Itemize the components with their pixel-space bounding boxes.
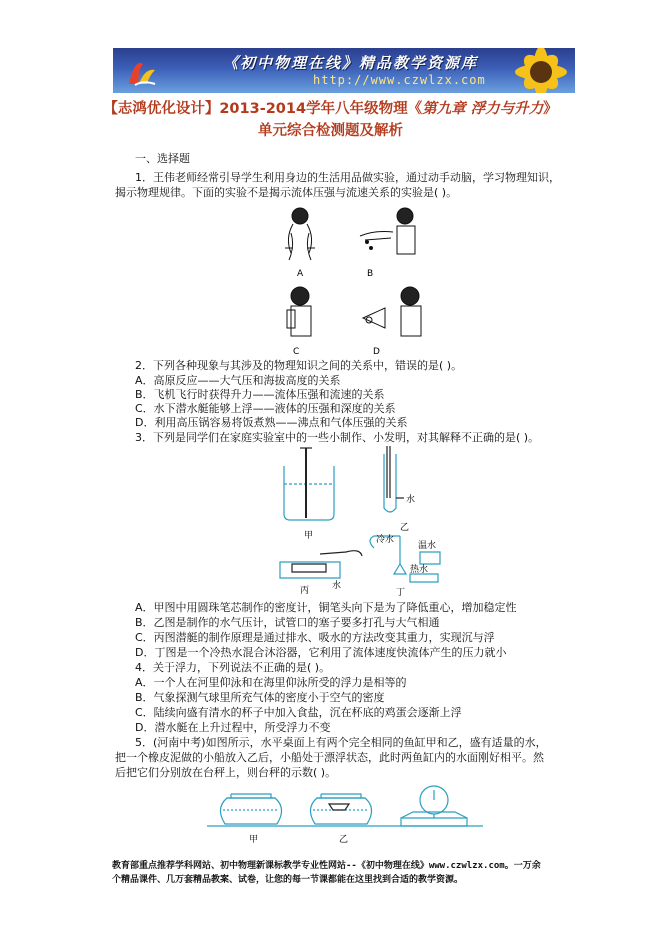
site-banner [113,48,575,93]
site-logo-icon [125,54,159,88]
q2-option-b: B．飞机飞行时获得升力——流体压强和流速的关系 [135,388,385,401]
q4-option-a: A．一个人在河里仰泳和在海里仰泳所受的浮力是相等的 [135,676,407,689]
q3-label-ding: 丁 [396,588,406,598]
q4-option-d: D．潜水艇在上升过程中，所受浮力不变 [135,721,331,734]
q3-label-cold-water: 冷水 [376,535,395,545]
q2-stem: 2．下列各种现象与其涉及的物理知识之间的关系中，错误的是( )。 [135,359,463,372]
q5-stem-line3: 后把它们分别放在台秤上，则台秤的示数( )。 [115,766,337,779]
q3-option-b: B．乙图是制作的水气压计，试管口的塞子要多打孔与大气相通 [135,616,440,629]
q1-figure-c [287,287,311,336]
q1-label-d: D [373,347,380,357]
q5-stem-line2: 把一个橡皮泥做的小船放入乙后，小船处于漂浮状态，此时两鱼缸内的水面刚好相平。然 [115,751,544,764]
footer-line1: 教育部重点推荐学科网站、初中物理新课标教学专业性网站--《初中物理在线》www.czwlzx.com。一万余 [112,861,541,871]
q3-label-water2: 水 [332,581,342,591]
q5-label-yi: 乙 [339,835,349,845]
document-subtitle: 单元综合检测题及解析 [258,123,403,139]
q5-label-jia: 甲 [249,835,259,845]
q2-option-d: D．利用高压锅容易将饭煮熟——沸点和气体压强的关系 [135,416,408,429]
q1-label-b: B [367,269,374,279]
section-heading: 一、选择题 [135,152,190,165]
q4-option-b: B．气象探测气球里所充气体的密度小于空气的密度 [135,691,385,704]
sunflower-icon [511,48,571,93]
banner-url[interactable]: http://www.czwlzx.com [313,73,486,87]
q4-option-c: C．陆续向盛有清水的杯子中加入食盐，沉在杯底的鸡蛋会逐渐上浮 [135,706,462,719]
q3-label-warm-water: 温水 [418,541,437,551]
document-title: 【志鸿优化设计】2013-2014学年八年级物理《第九章 浮力与升力》 [103,101,558,117]
q5-stem-line1: 5．(河南中考)如图所示，水平桌面上有两个完全相同的鱼缸甲和乙，盛有适量的水， [135,736,547,749]
q3-option-a: A．甲图中用圆珠笔芯制作的密度计，铜笔头向下是为了降低重心，增加稳定性 [135,601,517,614]
q3-label-yi: 乙 [400,523,410,533]
q2-option-a: A．高原反应——大气压和海拔高度的关系 [135,374,341,387]
q1-label-a: A [297,269,304,279]
q3-option-c: C．丙图潜艇的制作原理是通过排水、吸水的方法改变其重力，实现沉与浮 [135,631,495,644]
q1-stem-line1: 1．王伟老师经常引导学生利用身边的生活用品做实验，通过动手动脑，学习物理知识， [135,171,560,184]
q2-option-c: C．水下潜水艇能够上浮——液体的压强和深度的关系 [135,402,396,415]
q3-label-bing: 丙 [300,586,310,596]
q3-option-d: D．丁图是一个冷热水混合沐浴器，它利用了流体速度快流体产生的压力就小 [135,646,507,659]
q3-label-water: 水 [406,495,416,505]
q1-figure-b [360,208,415,254]
q1-figure-d [363,287,421,336]
banner-title: 《初中物理在线》精品教学资源库 [223,54,479,72]
q3-stem: 3．下列是同学们在家庭实验室中的一些小制作、小发明，对其解释不正确的是( )。 [135,431,540,444]
q1-label-c: C [293,347,300,357]
q1-stem-line2: 揭示物理规律。下面的实验不是揭示流体压强与流速关系的实验是( )。 [115,186,458,199]
q4-stem: 4．关于浮力，下列说法不正确的是( )。 [135,661,331,674]
q3-label-hot-water: 热水 [410,565,429,575]
q3-label-jia: 甲 [304,531,314,541]
q3-figure [270,444,450,599]
footer-line2: 个精品课件、几万套精品教案、试卷，让您的每一节课都能在这里找到合适的教学资源。 [112,875,464,885]
q5-figure [205,782,485,850]
q1-figure [265,198,455,358]
q1-figure-a [285,208,315,260]
